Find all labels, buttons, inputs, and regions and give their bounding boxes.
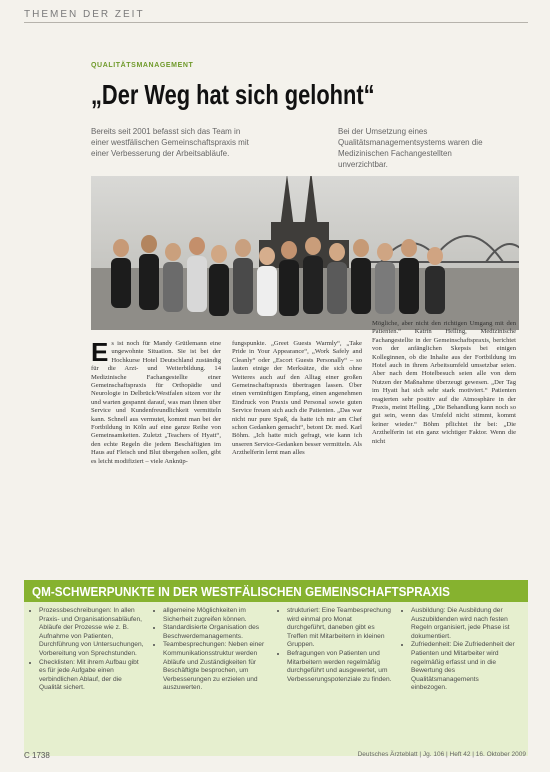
- team-photo-illustration: [91, 176, 519, 330]
- info-box-column-3: [280, 607, 392, 684]
- lead-paragraph-left: Bereits seit 2001 befasst sich das Team in einer westfälischen Gemeinschaftspraxis mit einer Verbesserung der Arbeitsabläufe.: [91, 127, 249, 158]
- team-photo: [91, 176, 519, 330]
- publication-info: Deutsches Ärzteblatt | Jg. 106 | Heft 42 | 16. Oktober 2009: [357, 751, 526, 758]
- article-kicker: QUALITÄTSMANAGEMENT: [91, 62, 194, 69]
- list-item: • Zufriedenheit: Die Zufriedenheit der Patienten und Mitarbeiter wird regelmäßig erfasst und in die Bewertung des Qualitätsmanagements einbezogen.: [411, 641, 516, 693]
- section-label: THEMEN DER ZEIT: [24, 9, 145, 20]
- body-column-3: Mögliche, aber nicht den richtigen Umgang mit den Patienten.“ Katrin Helling, Medizinische Fachangestellte in der Gemeinschaftspraxis, berichtet von der anfänglichen Skepsis bei einigen Kolleginnen, ob die Inhalte aus der Fortbildung im Hotel auch in ihrem Arbeitsumfeld umsetzbar seien. Aber nach dem Hotelbesuch seien alle von dem Nutzen der Maßnahme überzeugt gewesen. „Der Tag im Hyatt hat sich sehr stark motiviert.“ Patienten reagierten sehr positiv auf die Atmosphäre in der Praxis, meint Helling. „Die Behandlung kann noch so gut sein, wenn das Umfeld nicht stimmt, kommt keiner wieder.“ Böhm pflichtet ihr bei: „Die Arzthelferin ist ein ganz wichtiger Faktor. Wenn die nicht: [372, 320, 516, 445]
- section-divider: [24, 22, 528, 23]
- list-item: • Prozessbeschreibungen: In allen Praxis- und Organisationsabläufen, Abläufe der Prozesse wie z. B. Aufnahme von Patienten, Durchführung von Untersuchungen, Vorbereitung von Sprechstunden.: [39, 607, 144, 659]
- drop-cap: E: [91, 340, 109, 367]
- list-item: • allgemeine Möglichkeiten im Sicherheit zugreifen können.: [163, 607, 268, 624]
- article-headline: „Der Weg hat sich gelohnt“: [91, 79, 375, 110]
- body-text-1: s ist noch für Mandy Grütlemann eine ungewohnte Situation. Sie ist bei der Hochkurse Hotel Deutschland zuständig für die Arzt- und Weiterbildung. 14 Medizinische Fachangestellte einer Gemeinschaftspraxis für Orthopädie und Neurologie in Delbrück/Westfalen sitzen vor ihr und warten gespannt darauf, was man ihnen über Service und Kundenfreundlichkeit vermitteln kann. Schnell aus vermutet, kommt man bei der Fortbildung in Köln auf eine ganze Reihe von Gemeinsamkeiten. Zuletzt „Teachers of Hyatt“, den echte Regeln die jedem Beschäftigten im Haus auf Fleisch und Blut übergehen sollen, gibt es leicht modifiziert – viele Anknüp-: [91, 340, 221, 465]
- list-item: • Ausbildung: Die Ausbildung der Auszubildenden wird nach festen Regeln organisiert, jede Phase ist dokumentiert.: [411, 607, 516, 641]
- info-box-column-2: [156, 607, 268, 693]
- list-item: • Teambesprechungen: Neben einer Kommunikationsstruktur werden Abläufe und Zuständigkeiten für Beschäftigte besprochen, um Verbesserungen zu erzielen und auszuwerten.: [163, 641, 268, 693]
- body-column-2: fungspunkte. „Greet Guests Warmly“, „Take Pride in Your Appearance“, „Work Safely and Cleanly“ oder „Escort Guests Personally“ – so lauten einige der Merksätze, die sich ohne Weiteres auch auf den Alltag einer großen Gemeinschaftspraxis übertragen lassen. Über einen vernünftigen Empfang, einen angenehmen Eindruck von Praxis und Personal sowie guten Service freuen sich auch die Patienten. „Das war nicht nur pure Spaß, da hatte ich mir am Chef schon Gedanken gemacht“, betont Dr. med. Karl Böhm. „Ich hatte mich gefragt, wie kann ich unseren Service-Gedanken besser vermitteln. Als Arzthelferin lernt man alles: [232, 340, 362, 457]
- lead-paragraph-right: Bei der Umsetzung eines Qualitätsmanagementsystems waren die Medizinischen Fachangestellten unverzichtbar.: [338, 127, 483, 169]
- list-item: • Checklisten: Mit ihrem Aufbau gibt es für jede Aufgabe einen verbindlichen Ablauf, der die Qualität sichert.: [39, 659, 144, 693]
- list-item: • Befragungen von Patienten und Mitarbeitern werden regelmäßig durchgeführt und ausgewertet, um Verbesserungspotenziale zu finden.: [287, 650, 392, 684]
- list-item: • Standardisierte Organisation des Beschwerdemanagements.: [163, 624, 268, 641]
- list-item: • strukturiert: Eine Teambesprechung wird einmal pro Monat durchgeführt, daneben gibt es Treffen mit Mitarbeitern in kleinen Gruppen.: [287, 607, 392, 650]
- info-box-column-1: [32, 607, 144, 693]
- body-column-1: [91, 340, 221, 570]
- info-box-header: [24, 580, 528, 602]
- info-box-column-4: [404, 607, 516, 693]
- page-number: C 1738: [24, 751, 50, 760]
- info-box-title: QM-SCHWERPUNKTE IN DER WESTFÄLISCHEN GEMEINSCHAFTSPRAXIS: [32, 584, 450, 599]
- info-box: [24, 580, 528, 756]
